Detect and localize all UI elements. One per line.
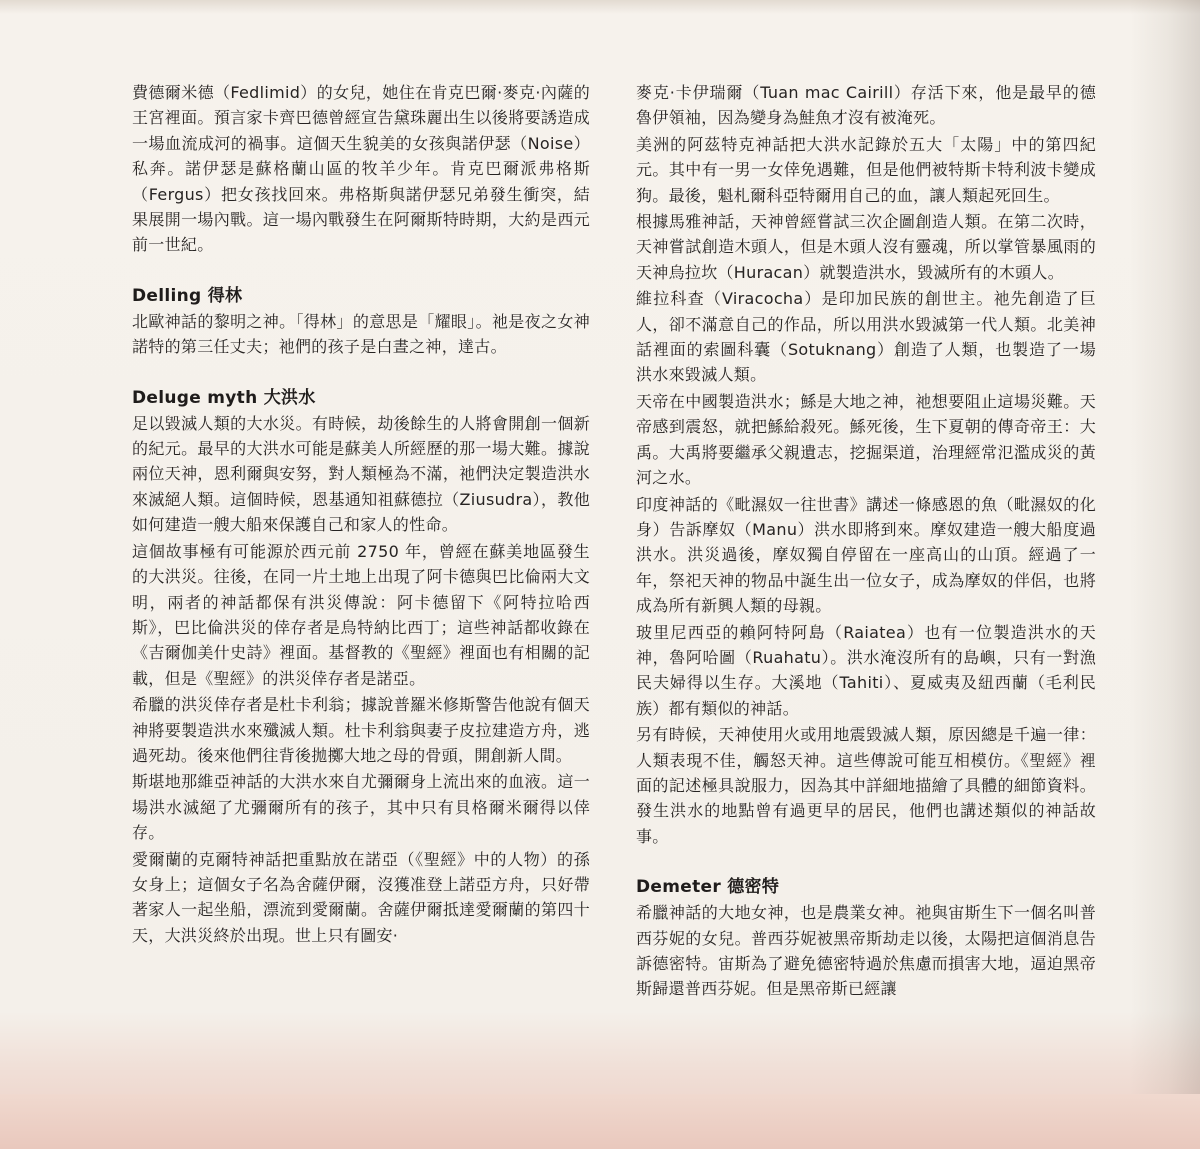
entry-heading-deluge: Deluge myth 大洪水 — [132, 387, 316, 408]
deluge-paragraph: 足以毀滅人類的大水災。有時候，劫後餘生的人將會開創一個新的紀元。最早的大洪水可能是蘇美人所經歷的那一場大難。據說兩位天神，恩利爾與安努，對人類極為不滿，祂們決定製造洪水來滅絕人類。這個時候，恩基通知祖蘇德拉（Ziusudra），教他如何建造一艘大船來保護自己和家人的性命。 — [132, 413, 590, 535]
demeter-paragraph: 希臘神話的大地女神，也是農業女神。祂與宙斯生下一個名叫普西芬妮的女兒。普西芬妮被黑帝斯劫走以後，太陽把這個消息告訴德密特。宙斯為了避免德密特過於焦慮而損害大地，逼迫黑帝斯歸還普西芬妮。但是黑帝斯已經讓 — [636, 903, 1096, 999]
intro-paragraph: 費德爾米德（Fedlimid）的女兒，她住在肯克巴爾·麥克·內薩的王宮裡面。預言家卡齊巴德曾經宣告黛珠麗出生以後將要誘造成一場血流成河的禍事。這個天生貌美的女孩與諾伊瑟（Noise）私奔。諾伊瑟是蘇格蘭山區的牧羊少年。肯克巴爾派弗格斯（Fergus）把女孩找回來。弗格斯與諾伊瑟兄弟發生衝突，結果展開一場內戰。這一場內戰發生在阿爾斯特時期，大約是西元前一世紀。 — [132, 83, 590, 255]
deluge-continued-paragraph: 根據馬雅神話，天神曾經嘗試三次企圖創造人類。在第二次時，天神嘗試創造木頭人，但是木頭人沒有靈魂，所以掌管暴風雨的天神烏拉坎（Huracan）就製造洪水，毀滅所有的木頭人。 — [636, 212, 1096, 282]
deluge-continued-paragraph: 印度神話的《毗濕奴一往世書》講述一條感恩的魚（毗濕奴的化身）告訴摩奴（Manu）洪水即將到來。摩奴建造一艘大船度過洪水。洪災過後，摩奴獨自停留在一座高山的山頂。經過了一年，祭祀天神的物品中誕生出一位女子，成為摩奴的伴侶，也將成為所有新興人類的母親。 — [636, 494, 1096, 616]
section-gap — [636, 850, 1096, 875]
deluge-paragraph: 斯堪地那維亞神話的大洪水來自尤彌爾身上流出來的血液。這一場洪水滅絕了尤彌爾所有的孩子，其中只有貝格爾米爾得以倖存。 — [132, 772, 590, 843]
left-column — [132, 80, 590, 949]
section-gap — [132, 361, 590, 386]
deluge-continued-paragraph: 另有時候，天神使用火或用地震毀滅人類，原因總是千遍一律：人類表現不佳，觸怒天神。這些傳說可能互相模仿。《聖經》裡面的記述極具說服力，因為其中詳細地描繪了具體的細節資料。發生洪水的地點曾有過更早的居民，他們也講述類似的神話故事。 — [636, 725, 1096, 846]
page-top-edge — [0, 0, 1200, 14]
page-gutter-shadow — [1130, 0, 1200, 1149]
deluge-paragraph: 這個故事極有可能源於西元前 2750 年，曾經在蘇美地區發生的大洪災。往後，在同一片土地上出現了阿卡德與巴比倫兩大文明，兩者的神話都保有洪災傳說：阿卡德留下《阿特拉哈西斯》，巴比倫洪災的倖存者是烏特納比西丁；這些神話都收錄在《吉爾伽美什史詩》裡面。基督教的《聖經》裡面也有相關的記載，但是《聖經》的洪災倖存者是諾亞。 — [132, 541, 590, 688]
deluge-paragraph: 愛爾蘭的克爾特神話把重點放在諾亞（《聖經》中的人物）的孫女身上；這個女子名為舍薩伊爾，沒獲准登上諾亞方舟，只好帶著家人一起坐船，漂流到愛爾蘭。舍薩伊爾抵達愛爾蘭的第四十天，大洪災終於出現。世上只有圖安· — [132, 849, 590, 945]
page-bottom-band — [0, 1094, 1200, 1149]
deluge-continued-paragraph: 美洲的阿茲特克神話把大洪水記錄於五大「太陽」中的第四紀元。其中有一男一女倖免遇難，但是他們被特斯卡特利波卡變成狗。最後，魁札爾科亞特爾用自己的血，讓人類起死回生。 — [636, 134, 1096, 205]
deluge-continued-paragraph: 玻里尼西亞的賴阿特阿島（Raiatea）也有一位製造洪水的天神，魯阿哈圖（Ruahatu）。洪水淹沒所有的島嶼，只有一對漁民夫婦得以生存。大溪地（Tahiti）、夏威夷及紐西蘭（毛利民族）都有類似的神話。 — [636, 622, 1096, 718]
entry-heading-delling: Delling 得林 — [132, 285, 243, 306]
deluge-continued-paragraph: 維拉科查（Viracocha）是印加民族的創世主。祂先創造了巨人，卻不滿意自己的作品，所以用洪水毀滅第一代人類。北美神話裡面的索圖科囊（Sotuknang）創造了人類，也製造了一場洪水來毀滅人類。 — [636, 289, 1096, 385]
deluge-continued-paragraph: 天帝在中國製造洪水；鯀是大地之神，祂想要阻止這場災難。天帝感到震怒，就把鯀給殺死。鯀死後，生下夏朝的傳奇帝王：大禹。大禹將要繼承父親遺志，挖掘渠道，治理經常氾濫成災的黃河之水。 — [636, 391, 1096, 488]
entry-heading-demeter: Demeter 德密特 — [636, 877, 780, 898]
deluge-paragraph: 希臘的洪災倖存者是杜卡利翁；據說普羅米修斯警告他說有個天神將要製造洪水來殲滅人類。杜卡利翁與妻子皮拉建造方舟，逃過死劫。後來他們往背後拋擲大地之母的骨頭，開創新人間。 — [132, 695, 590, 765]
deluge-continued-paragraph: 麥克·卡伊瑞爾（Tuan mac Cairill）存活下來，他是最早的德魯伊領袖，因為變身為鮭魚才沒有被淹死。 — [636, 83, 1096, 128]
delling-paragraph: 北歐神話的黎明之神。「得林」的意思是「耀眼」。祂是夜之女神諾特的第三任丈夫；祂們的孩子是白晝之神，達古。 — [132, 311, 590, 357]
right-column — [636, 80, 1096, 1003]
section-gap — [132, 259, 590, 284]
